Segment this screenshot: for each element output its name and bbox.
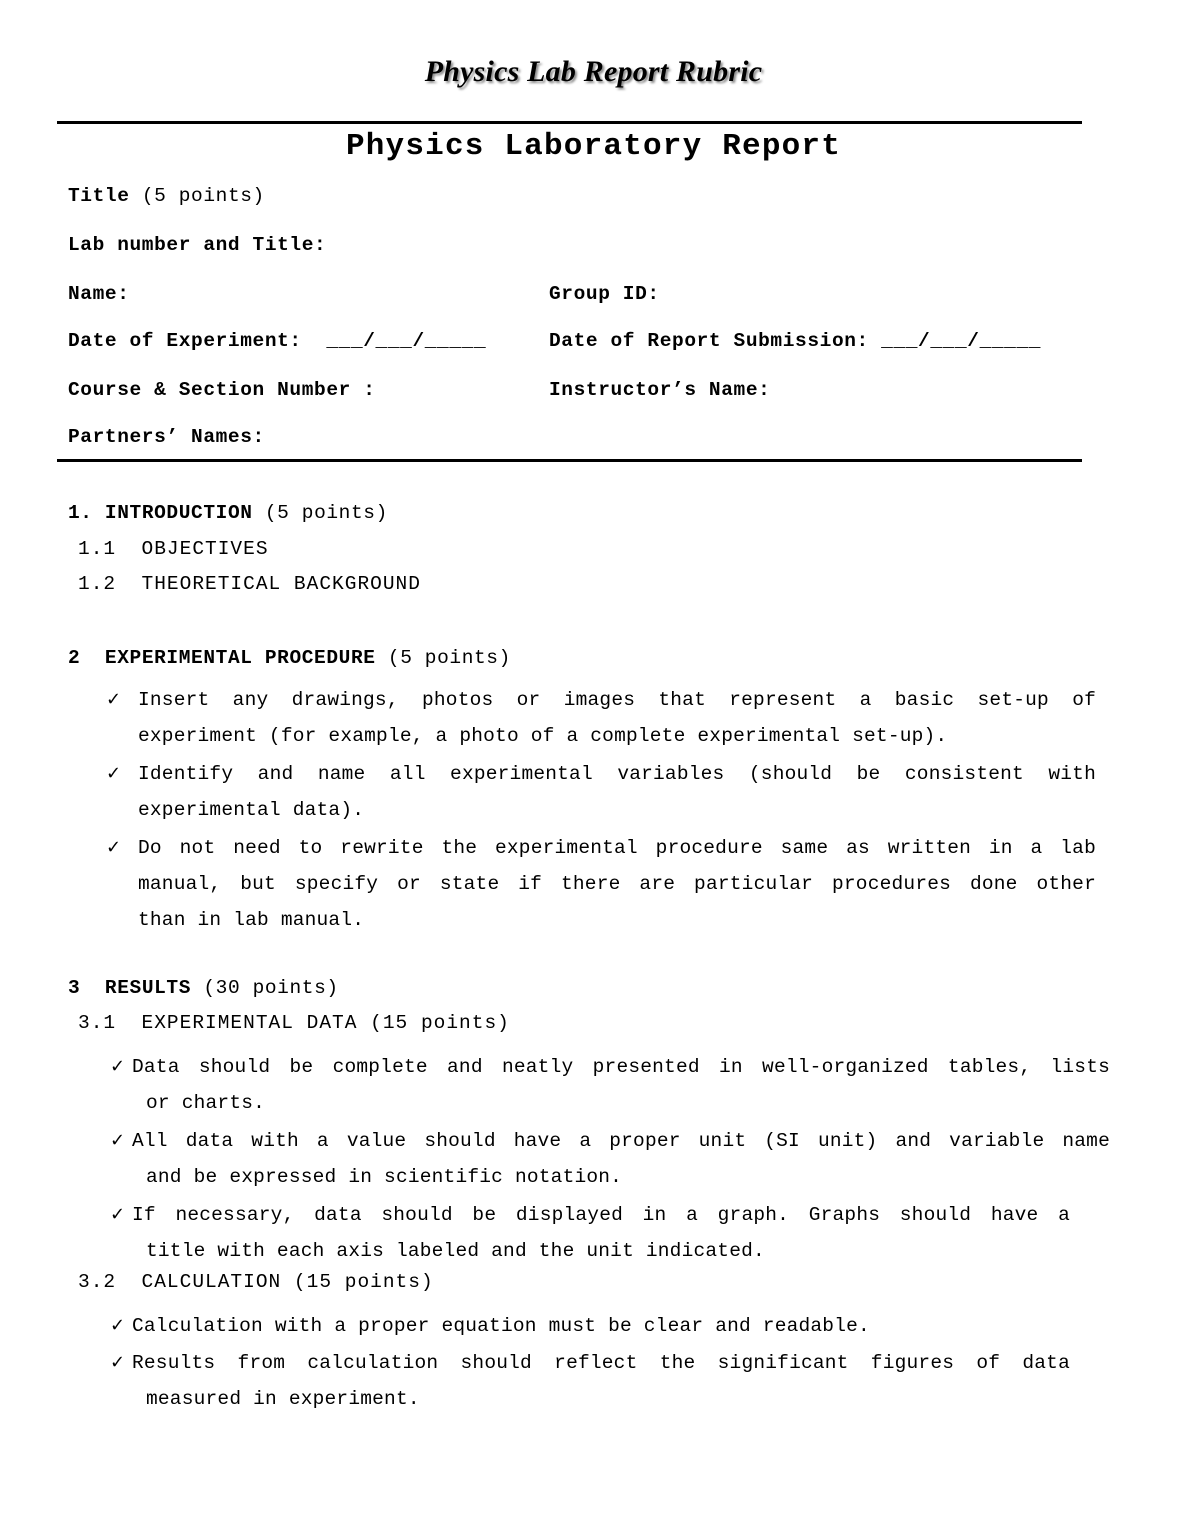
rubric-title: Physics Lab Report Rubric (424, 55, 763, 88)
course-section-number-label: Course & Section Number : (68, 379, 376, 401)
list-item (110, 1197, 1070, 1269)
list-item-text: Results from calculation should reflect the significant figures of data measured in experiment. (132, 1352, 1070, 1410)
section-heading-experimental-procedure (68, 646, 511, 670)
checkmark-icon: ✓ (110, 1056, 126, 1077)
list-item-text: Data should be complete and neatly presented in well-organized tables, lists or charts. (132, 1056, 1110, 1114)
title-points-line (68, 184, 265, 208)
title-block-divider-bottom (57, 459, 1082, 462)
checkmark-icon: ✓ (106, 837, 122, 858)
section-heading-results (68, 976, 339, 1000)
group-id-label: Group ID: (549, 283, 660, 305)
instructor-name-label: Instructor’s Name: (549, 379, 771, 401)
section-points-results: (30 points) (203, 977, 339, 999)
section-points-introduction: (5 points) (264, 502, 388, 524)
list-item-text: All data with a value should have a proper unit (SI unit) and variable name and be expressed in scientific notation. (132, 1130, 1110, 1188)
subsection-calculation: 3.2 CALCULATION (15 points) (78, 1271, 434, 1293)
section-heading-introduction (68, 501, 388, 525)
checkmark-icon: ✓ (110, 1352, 126, 1373)
checkmark-icon: ✓ (106, 763, 122, 784)
section-number-results: 3 (68, 977, 81, 999)
subsection-theoretical-background: 1.2 THEORETICAL BACKGROUND (78, 573, 421, 595)
list-item (110, 1308, 1110, 1344)
list-item (110, 1049, 1110, 1121)
checkmark-icon: ✓ (110, 1315, 126, 1336)
title-points: (5 points) (141, 185, 265, 207)
subsection-objectives: 1.1 OBJECTIVES (78, 538, 269, 560)
section-points-experimental-procedure: (5 points) (387, 647, 511, 669)
header-divider-top (57, 121, 1082, 124)
subsection-experimental-data: 3.1 EXPERIMENTAL DATA (15 points) (78, 1012, 510, 1034)
list-item (106, 756, 1096, 828)
list-item-text: Do not need to rewrite the experimental procedure same as written in a lab manual, but specify or state if there are particular procedures done other than in lab manual. (138, 837, 1096, 931)
date-of-report-submission-field[interactable]: Date of Report Submission: ___/___/_____ (549, 330, 1042, 352)
list-item (106, 682, 1096, 754)
list-item-text: Identify and name all experimental variables (should be consistent with experimental data). (138, 763, 1096, 821)
checkmark-icon: ✓ (110, 1204, 126, 1225)
list-item (110, 1123, 1110, 1195)
list-item-text: If necessary, data should be displayed in a graph. Graphs should have a title with each axis labeled and the unit indicated. (132, 1204, 1070, 1262)
list-item (110, 1345, 1070, 1417)
list-item-text: Calculation with a proper equation must be clear and readable. (132, 1315, 870, 1337)
date-of-experiment-field[interactable]: Date of Experiment: ___/___/_____ (68, 330, 487, 352)
name-label: Name: (68, 283, 130, 305)
section-number-experimental-procedure: 2 (68, 647, 81, 669)
section-name-experimental-procedure: EXPERIMENTAL PROCEDURE (104, 647, 376, 669)
checkmark-icon: ✓ (106, 689, 122, 710)
title-label: Title (68, 185, 130, 207)
list-item (106, 830, 1096, 938)
page-title: Physics Laboratory Report (345, 129, 842, 164)
list-item-text: Insert any drawings, photos or images that represent a basic set-up of experiment (for example, a photo of a complete experimental set-up). (138, 689, 1096, 747)
section-name-introduction: INTRODUCTION (104, 502, 253, 524)
document-header (0, 55, 1187, 89)
lab-number-and-title-label: Lab number and Title: (68, 234, 327, 256)
section-name-results: RESULTS (104, 977, 192, 999)
partners-names-label: Partners’ Names: (68, 426, 265, 448)
section-number-introduction: 1. (68, 502, 93, 524)
checkmark-icon: ✓ (110, 1130, 126, 1151)
